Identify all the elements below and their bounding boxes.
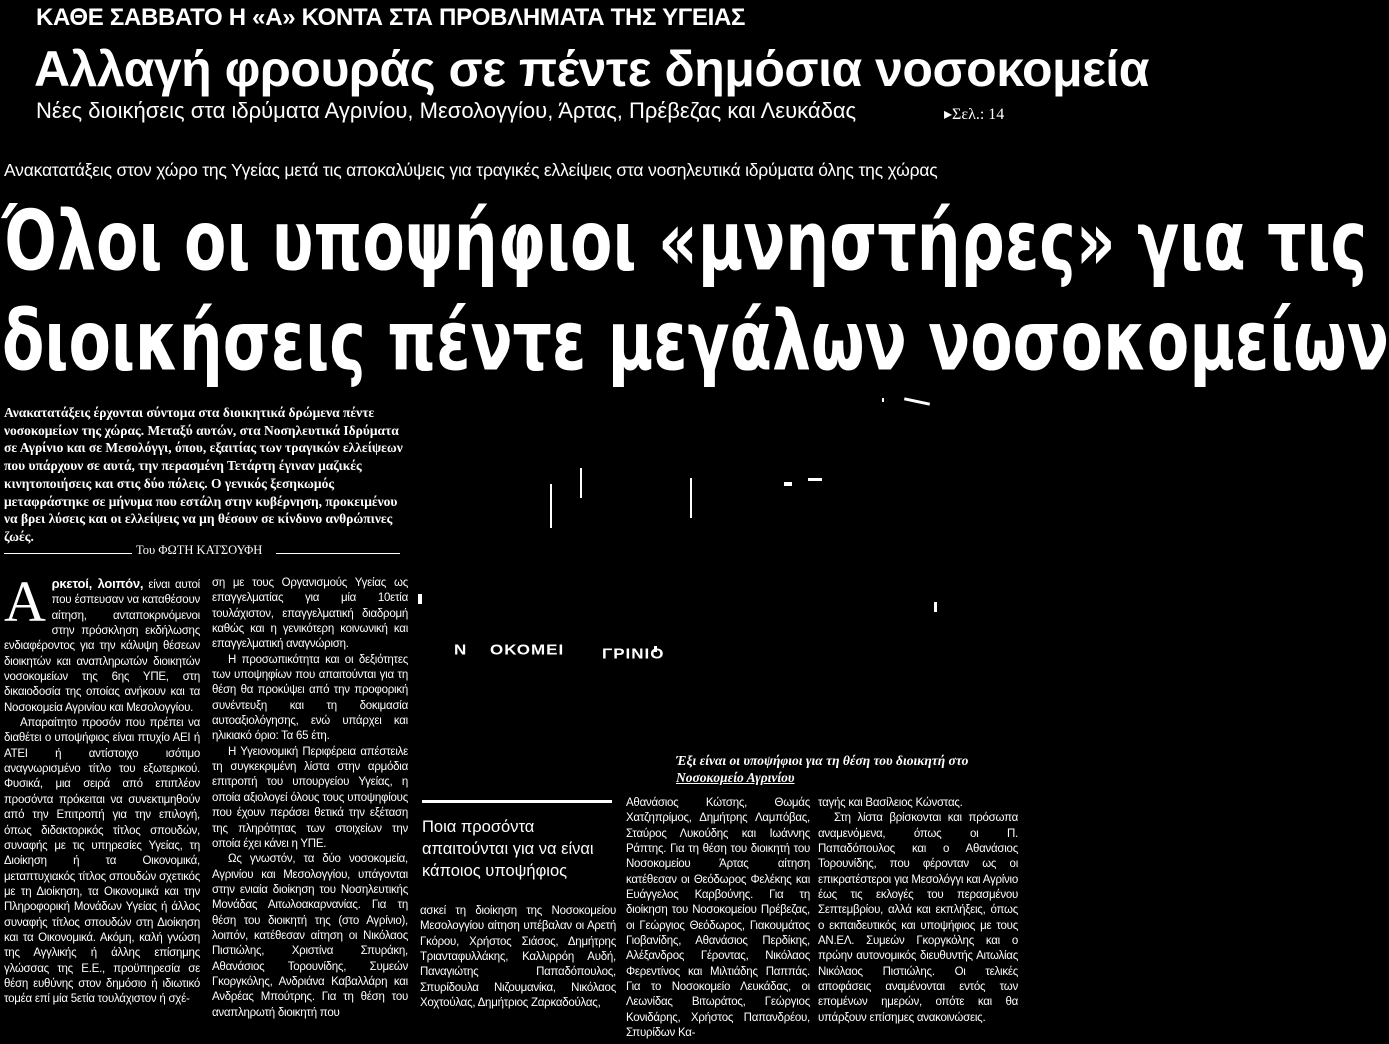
light-streak [904,397,930,405]
light-streak [580,468,582,498]
paragraph: Αθανάσιος Κώτσης, Θωμάς Χατζηπρίμος, Δημήτρης Λαμπόβας, Σταύρος Λυκούδης και Ιωάννης Ράπτης. Για τη θέση του διοικητή του Νοσοκομείου Άρτας αίτηση κατέθεσαν οι Θεόδωρος Φελέκης και Ευάγγελος Καρβούνης. Για τη διοίκηση του Νοσοκομείου Πρέβεζας, οι Γεώργιος Θεόδωρος, Γιακουμάτος Γιοβανίδης, Αθανάσιος Περδίκης, Αλέξανδρος Γέροντας, Νικόλαος Φερεντίνος και Μιλτιάδης Παππάς. Για το Νοσοκομείο Λευκάδας, οι Λεωνίδας Βιτωράτος, Γεώργιος Κονιδάρης, Χρήστος Παπανδρέου, Σπυρίδων Κα- [626,797,810,1040]
light-streak [934,602,937,612]
photo-caption [676,752,1016,786]
paragraph-text: είναι αυτοί που έσπευσαν να καταθέσουν αίτηση, ανταποκρινόμενοι στην πρόσκληση εκδήλωσης ενδιαφέροντος για την κάλυψη θέσεων διοικητών και αναπληρωτών διοικητών νοσοκομείων της 6ης ΥΠΕ, στη δικαιοδοσία της οποίας ανήκουν και τα Νοσοκομεία Αγρινίου και Μεσολογγίου. [4,579,200,714]
paragraph: Στη λίστα βρίσκονται και πρόσωπα αναμενόμενα, όπως οι Π. Παπαδόπουλος και ο Αθανάσιος Τορουνίδης, που φέρονταν ως οι επικρατέστεροι για Μεσολόγγι και Αγρίνιο έως τις εκλογές του περασμένου Σεπτεμβρίου, αλλά και εκπλήξεις, όπως ο εκπαιδευτικός και υποψήφιος με τους ΑΝ.ΕΛ. Συμεών Γκοργκόλης και ο πρώην αυτονομικός διευθυντής Αιτωλίας Νικόλαος Πιστιώλης. Οι τελικές αποφάσεις αναμένονται εντός των επομένων ημερών, οπότε και θα υπάρξουν επίσημες ανακοινώσεις. [818,812,1018,1024]
main-title: Αλλαγή φρουράς σε πέντε δημόσια νοσοκομεία [34,41,1149,97]
text-column-3 [420,904,616,1011]
text-column-4 [626,796,810,1042]
paragraph: Η προσωπικότητα και οι δεξιότητες των υποψηφίων που απαιτούνται για τη θέση θα προκύψει από την προφορική συνέντευξη και τη δοκιμασία αυτοαξιολόγησης, ενώ υπάρχει και ηλικιακό όριο: Τα 65 έτη. [212,653,408,743]
article-overline: Ανακατατάξεις στον χώρο της Υγείας μετά τις αποκαλύψεις για τραγικές ελλείψεις στα νοσηλευτικά ιδρύματα όλης της χώρας [4,160,938,180]
subtitle: Νέες διοικήσεις στα ιδρύματα Αγρινίου, Μεσολογγίου, Άρτας, Πρέβεζας και Λευκάδας [36,98,857,123]
light-streak [784,482,792,486]
box-title: Ποια προσόντα απαιτούνται για να είναι κάποιος υποψήφιος [422,818,594,880]
paragraph: ταγής και Βασίλειος Κώνστας. [818,797,963,809]
caption-line-2: Νοσοκομείο Αγρινίου [676,770,795,785]
headline-line-1: Όλοι οι υποψήφιοι «μνηστήρες» για τις [2,192,1368,290]
light-streak [418,594,422,604]
hospital-sign-fragment: Ν [454,641,468,658]
drop-cap: Α [4,569,46,634]
section-kicker: ΚΑΘΕ ΣΑΒΒΑΤΟ Η «Α» ΚΟΝΤΑ ΣΤΑ ΠΡΟΒΛΗΜΑΤΑ ΤΗΣ ΥΓΕΙΑΣ [36,4,746,31]
page-reference [944,104,1004,124]
box-rule [422,800,612,803]
paragraph: Ως γνωστόν, τα δύο νοσοκομεία, Αγρινίου και Μεσολογγίου, υπάγονται στην ενιαία διοίκηση του Νοσηλευτικής Μονάδας Αιτωλοακαρνανίας. Για τη θέση του διοικητή της (στο Αγρίνιο), λοιπόν, κατέθεσαν αίτηση οι Νικόλαος Πιστιώλης, Χριστίνα Σπυράκη, Αθανάσιος Τορουνίδης, Συμεών Γκοργκόλης, Ανδριάνα Καβαλλάρη και Ανδρέας Μπούτρης. Για τη θέση του αναπληρωτή διοικητή που [212,853,408,1019]
text-column-1 [4,569,200,1008]
paragraph: Η Υγειονομική Περιφέρεια απέστειλε τη συγκεκριμένη λίστα στην αρμόδια επιτροπή του υπουργείου Υγείας, η οποία αξιολογεί όλους τους υποψηφίους που έχουν περάσει θετικά την εξέταση της πληρότητας των στοιχείων την οποία έχει κάνει η ΥΠΕ. [212,745,408,850]
text-column-5 [818,796,1018,1026]
opening-words: ρκετοί, λοιπόν, [51,576,144,591]
hospital-sign-fragment: ΓΡΙΝΙΟ [602,645,665,662]
light-streak [808,478,822,481]
paragraph: ασκεί τη διοίκηση της Νοσοκομείου Μεσολογγίου αίτηση υπέβαλαν οι Αρετή Γκόρου, Χρήστος Σιάσος, Δημήτρης Τριανταφυλλάκης, Καλλιρρόη Αυδή, Παναγιώτης Παπαδόπουλος, Σπυρίδουλα Νιζουμανίκα, Νικόλαος Χοχτούλας, Δημήτριος Ζαρκαδούλας, [420,905,616,1010]
headline-line-2: διοικήσεις πέντε μεγάλων νοσοκομείων [2,292,1389,390]
byline-rule-right [276,553,400,554]
light-streak [690,478,692,518]
text-column-2 [212,576,408,1021]
triangle-icon: ▸ [944,106,953,123]
caption-line-1: Έξι είναι οι υποψήφιοι για τη θέση του διοικητή στο [676,753,969,768]
paragraph: ση με τους Οργανισμούς Υγείας ως επαγγελματίας για μία 10ετία τουλάχιστον, επαγγελματική διαδρομή καθώς και η γενικότερη κοινωνική και επαγγελματική αναγνώριση. [212,577,408,651]
article-lead: Ανακατατάξεις έρχονται σύντομα στα διοικητικά δρώμενα πέντε νοσοκομείων της χώρας. Μεταξύ αυτών, στα Νοσηλευτικά Ιδρύματα σε Αγρίνιο και σε Μεσολόγγι, όπου, εξαιτίας των τραγικών ελλείψεων που υπάρχουν σε αυτά, την περασμένη Τετάρτη έγιναν μαζικές κινητοποιήσεις και στις δύο πόλεις. Ο γενικός ξεσηκωμός μεταφράστηκε σε μήνυμα που εστάλη στην κυβέρνηση, προκειμένου να βρει λύσεις και οι ελλείψεις να μη θέσουν σε κίνδυνο ανθρώπινες ζωές. [4,405,403,544]
byline-rule-left [4,553,132,554]
paragraph: Απαραίτητο προσόν που πρέπει να διαθέτει ο υποψήφιος είναι πτυχίο ΑΕΙ ή ΑΤΕΙ ή αντίστοιχο ισότιμο αναγνωρισμένο τίτλο του εξωτερικού. Φυσικά, μια σειρά από επιπλέον προσόντα πρόκειται να συνεκτιμηθούν από την Επιτροπή για την επιλογή, όπως διδακτορικός τίτλος σπουδών, συναφής με τις υπηρεσίες Υγείας, τη Διοίκηση ή τα Οικονομικά, μεταπτυχιακός τίτλος σπουδών σχετικός με τη Διοίκηση, τα Οικονομικά και την Πληροφορική Μονάδων Υγείας ή άλλος συναφής τίτλος σπουδών στη Διοίκηση και τα Οικονομικά. Ακόμη, καλή γνώση της Αγγλικής ή άλλης επίσημης γλώσσας της Ε.Ε., προϋπηρεσία σε θέση ευθύνης στον δημόσιο ή ιδιωτικό τομέα επί μία 5ετία τουλάχιστον ή σχέ- [4,717,200,1006]
byline: Του ΦΩΤΗ ΚΑΤΣΟΥΦΗ [136,543,263,557]
light-streak [550,484,552,528]
paragraph [4,569,200,716]
light-streak [882,398,884,402]
page-ref-text: Σελ.: 14 [952,106,1005,123]
hospital-sign-fragment: ΟΚΟΜΕΙ [490,641,565,658]
hospital-photo [414,398,1024,766]
